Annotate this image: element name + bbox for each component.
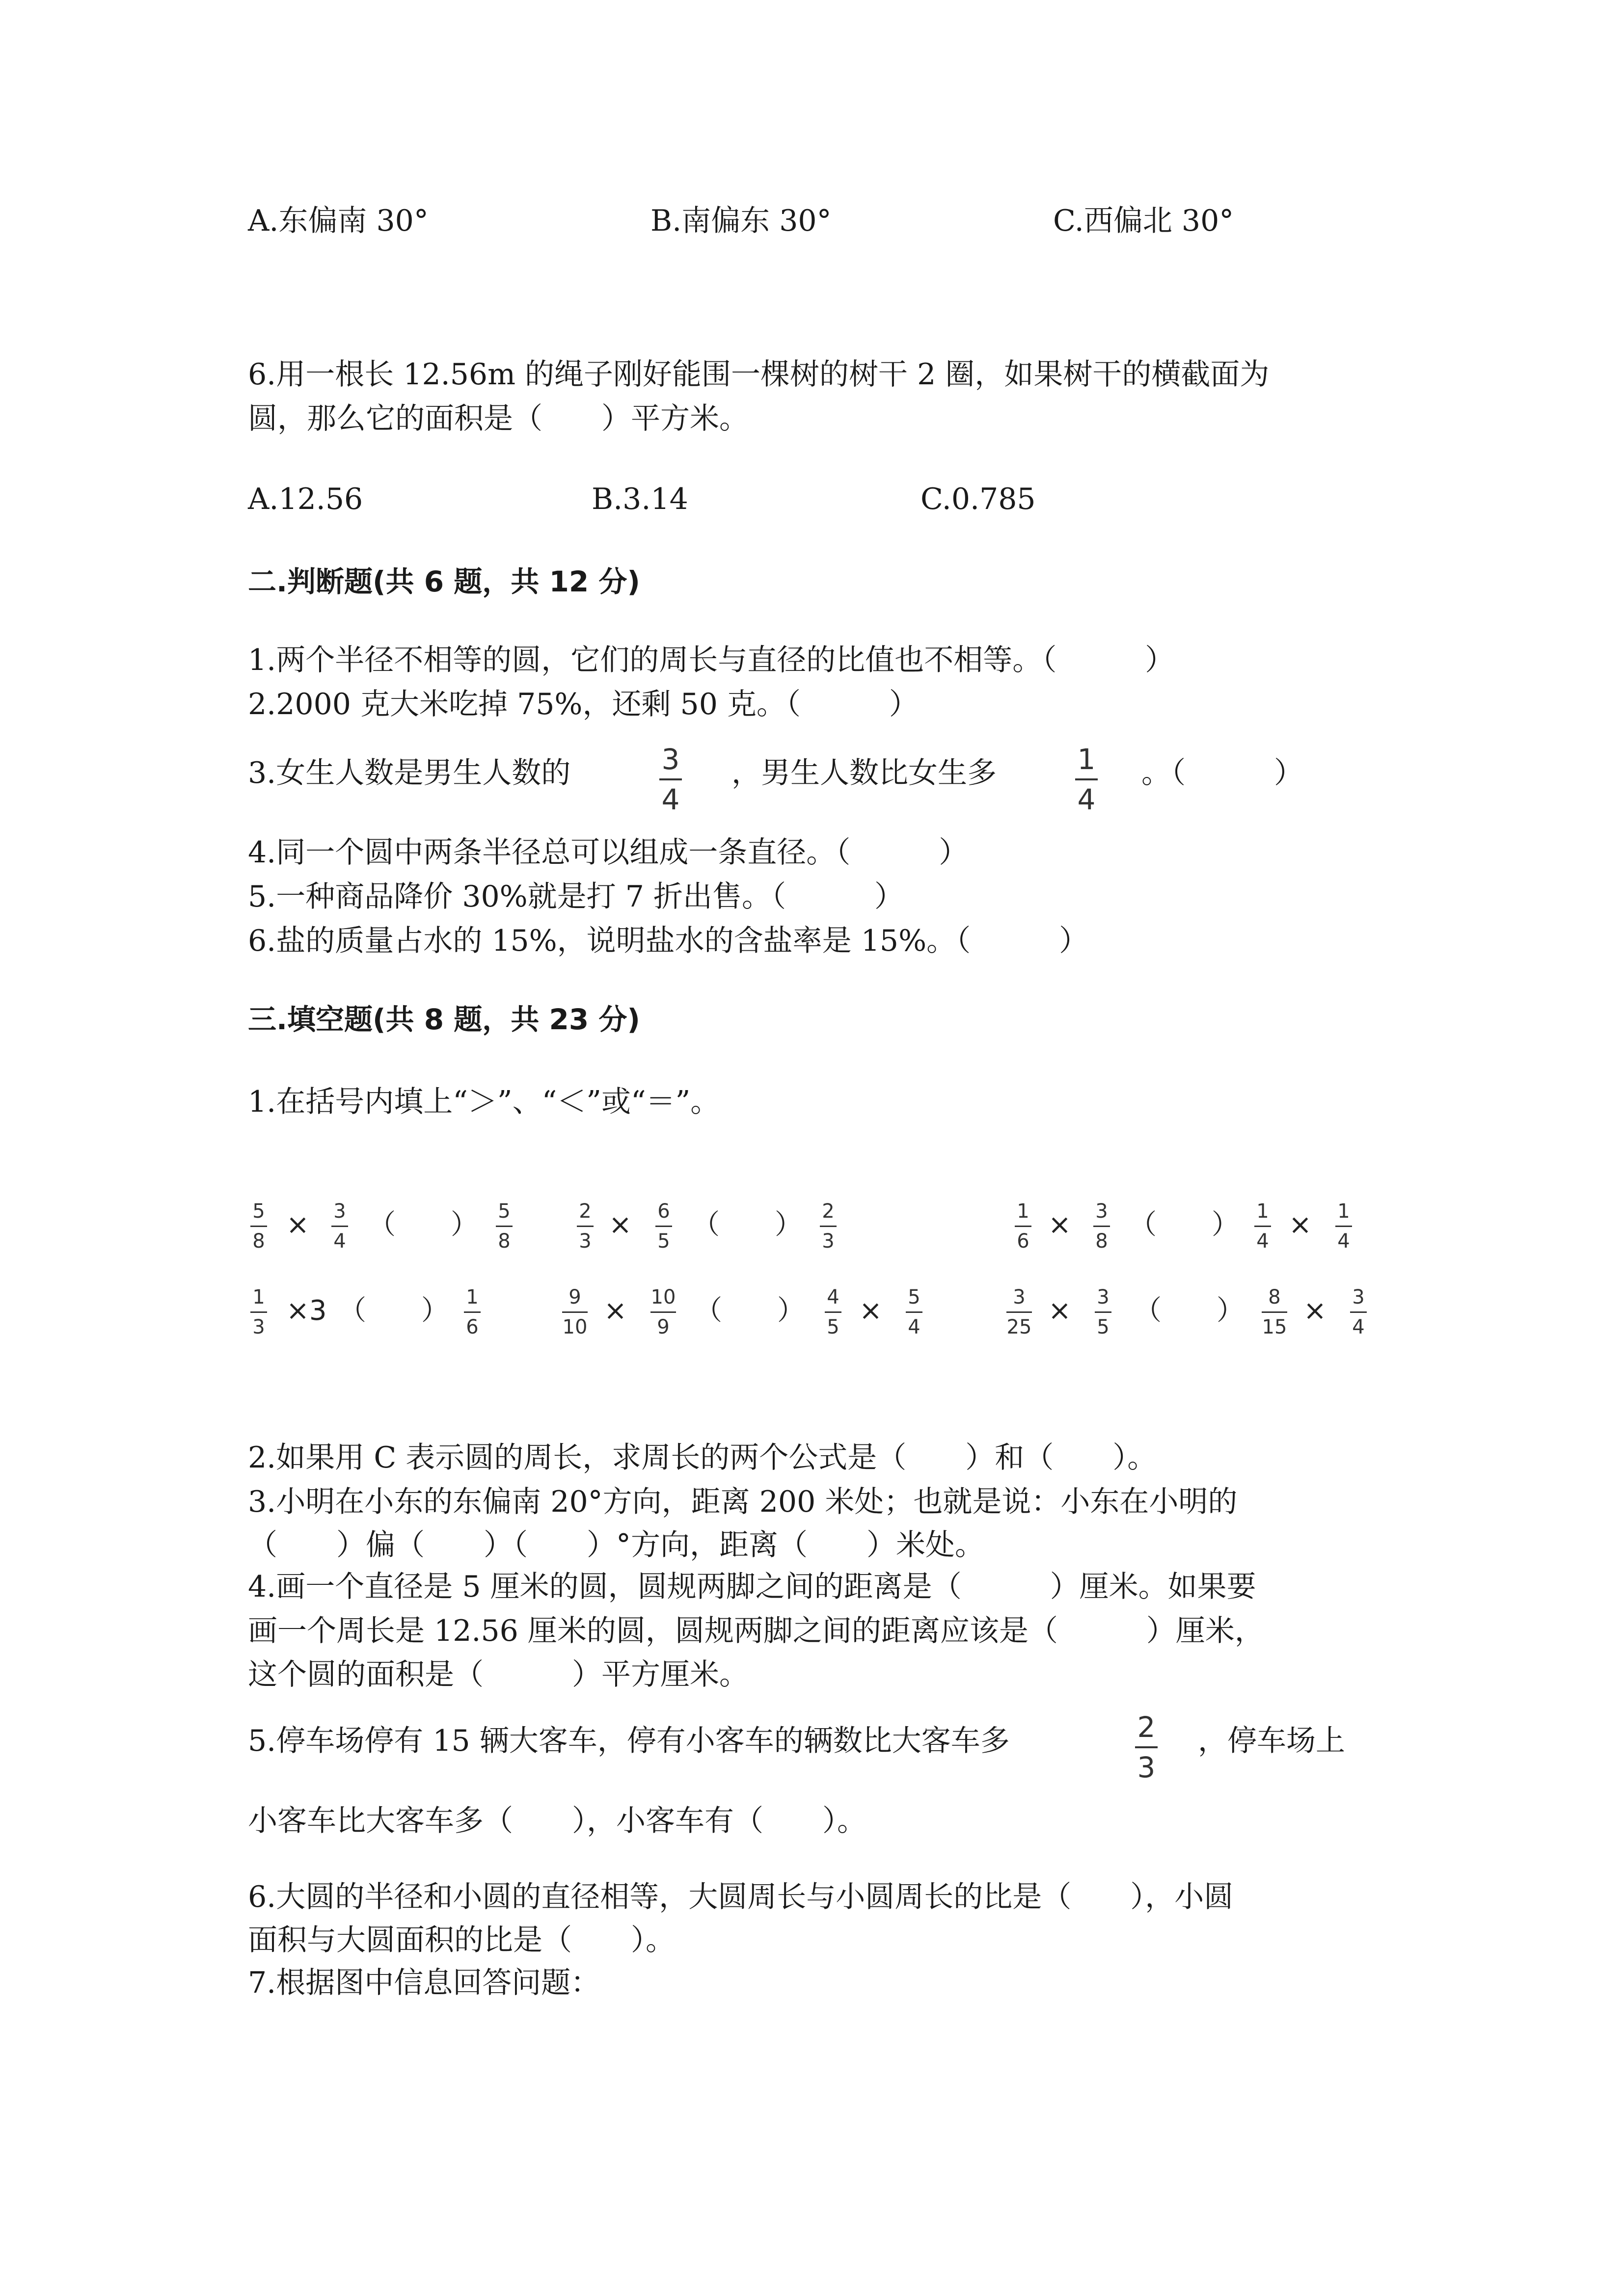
answer-blank[interactable]: （ ）: [368, 1209, 478, 1241]
fraction: 3 5: [1095, 1287, 1111, 1337]
section-3-title: 三.填空题(共 8 题，共 23 分): [248, 1003, 640, 1036]
fraction: 3 4: [1350, 1287, 1367, 1337]
fill-q2: 2.如果用 C 表示圆的周长，求周长的两个公式是（ ）和（ ）。: [248, 1441, 1157, 1475]
judge-q4: 4.同一个圆中两条半径总可以组成一条直径。（ ）: [248, 835, 969, 870]
fraction: 4 5: [825, 1287, 841, 1337]
answer-blank[interactable]: （ ）: [339, 1295, 449, 1327]
answer-blank[interactable]: （ ）: [1134, 1295, 1244, 1327]
judge-q1: 1.两个半径不相等的圆，它们的周长与直径的比值也不相等。（ ）: [248, 643, 1175, 677]
judge-q2: 2.2000 克大米吃掉 75%，还剩 50 克。（ ）: [248, 687, 919, 721]
fill-q3-line-2: （ ）偏（ ）（ ）°方向，距离（ ）米处。: [248, 1528, 984, 1562]
fraction: 5 8: [250, 1201, 267, 1251]
fill-q5-suffix: ，停车场上: [1198, 1724, 1345, 1758]
fraction: 5 4: [906, 1287, 922, 1337]
fraction: 3 25: [1006, 1286, 1032, 1338]
fraction: 10 9: [650, 1286, 676, 1338]
times-sign: ×: [604, 1295, 627, 1327]
answer-blank[interactable]: （ ）: [1129, 1209, 1239, 1241]
judge-q6: 6.盐的质量占水的 15%，说明盐水的含盐率是 15%。（ ）: [248, 924, 1089, 958]
fill-q5-fraction: 2 3: [1135, 1713, 1158, 1782]
fraction: 6 5: [655, 1201, 672, 1251]
answer-blank[interactable]: （ ）: [695, 1295, 805, 1327]
judge-q3-middle: ，男生人数比女生多: [731, 756, 997, 790]
q6-option-c: C.0.785: [920, 482, 1036, 516]
q6-option-b: B.3.14: [592, 482, 688, 516]
times-sign: ×: [1303, 1295, 1326, 1327]
times-sign: ×: [859, 1295, 882, 1327]
times-sign: ×: [609, 1209, 632, 1241]
fill-q5-line-2: 小客车比大客车多（ ），小客车有（ ）。: [248, 1804, 866, 1838]
fraction: 8 15: [1262, 1286, 1287, 1338]
fraction: 5 8: [496, 1201, 513, 1251]
question-6-line-1: 6.用一根长 12.56m 的绳子刚好能围一棵树的树干 2 圈，如果树干的横截面为: [248, 357, 1270, 392]
judge-q3-prefix: 3.女生人数是男生人数的: [248, 756, 571, 790]
fraction: 1 4: [1254, 1201, 1271, 1251]
times-sign: ×: [1289, 1209, 1312, 1241]
fill-q7: 7.根据图中信息回答问题：: [248, 1966, 600, 2000]
option-a: A.东偏南 30°: [248, 204, 429, 238]
times-sign: ×: [1048, 1209, 1071, 1241]
times-sign: ×: [286, 1209, 309, 1241]
fill-q1: 1.在括号内填上“＞”、“＜”或“＝”。: [248, 1085, 720, 1119]
fraction: 1 4: [1335, 1201, 1352, 1251]
judge-q3-fraction-2: 1 4: [1075, 745, 1098, 814]
option-b: B.南偏东 30°: [650, 204, 832, 238]
times-three: ×3: [286, 1295, 327, 1327]
fill-q3-line-1: 3.小明在小东的东偏南 20°方向，距离 200 米处；也就是说：小东在小明的: [248, 1485, 1238, 1519]
fraction: 1 3: [250, 1287, 267, 1337]
fill-q6-line-1: 6.大圆的半径和小圆的直径相等，大圆周长与小圆周长的比是（ ），小圆: [248, 1880, 1234, 1914]
fraction: 3 8: [1093, 1201, 1110, 1251]
answer-blank[interactable]: （ ）: [692, 1209, 802, 1241]
fill-q5-prefix: 5.停车场停有 15 辆大客车，停有小客车的辆数比大客车多: [248, 1724, 1010, 1758]
section-2-title: 二.判断题(共 6 题，共 12 分): [248, 565, 640, 598]
fill-q4-line-2: 画一个周长是 12.56 厘米的圆，圆规两脚之间的距离应该是（ ）厘米，: [248, 1614, 1264, 1648]
fraction: 3 4: [331, 1201, 348, 1251]
fraction: 1 6: [464, 1287, 481, 1337]
option-c: C.西偏北 30°: [1053, 204, 1234, 238]
q6-option-a: A.12.56: [248, 482, 363, 516]
times-sign: ×: [1048, 1295, 1071, 1327]
fraction: 9 10: [562, 1286, 588, 1338]
fraction: 2 3: [577, 1201, 594, 1251]
fraction: 1 6: [1015, 1201, 1031, 1251]
fraction: 2 3: [820, 1201, 837, 1251]
judge-q3-end: 。（ ）: [1141, 756, 1303, 790]
judge-q5: 5.一种商品降价 30%就是打 7 折出售。（ ）: [248, 880, 904, 914]
judge-q3-fraction-1: 3 4: [659, 745, 682, 814]
fill-q4-line-1: 4.画一个直径是 5 厘米的圆，圆规两脚之间的距离是（ ）厘米。如果要: [248, 1570, 1256, 1604]
fill-q4-line-3: 这个圆的面积是（ ）平方厘米。: [248, 1657, 749, 1692]
question-6-line-2: 圆，那么它的面积是（ ）平方米。: [248, 401, 749, 436]
fill-q6-line-2: 面积与大圆面积的比是（ ）。: [248, 1923, 675, 1957]
